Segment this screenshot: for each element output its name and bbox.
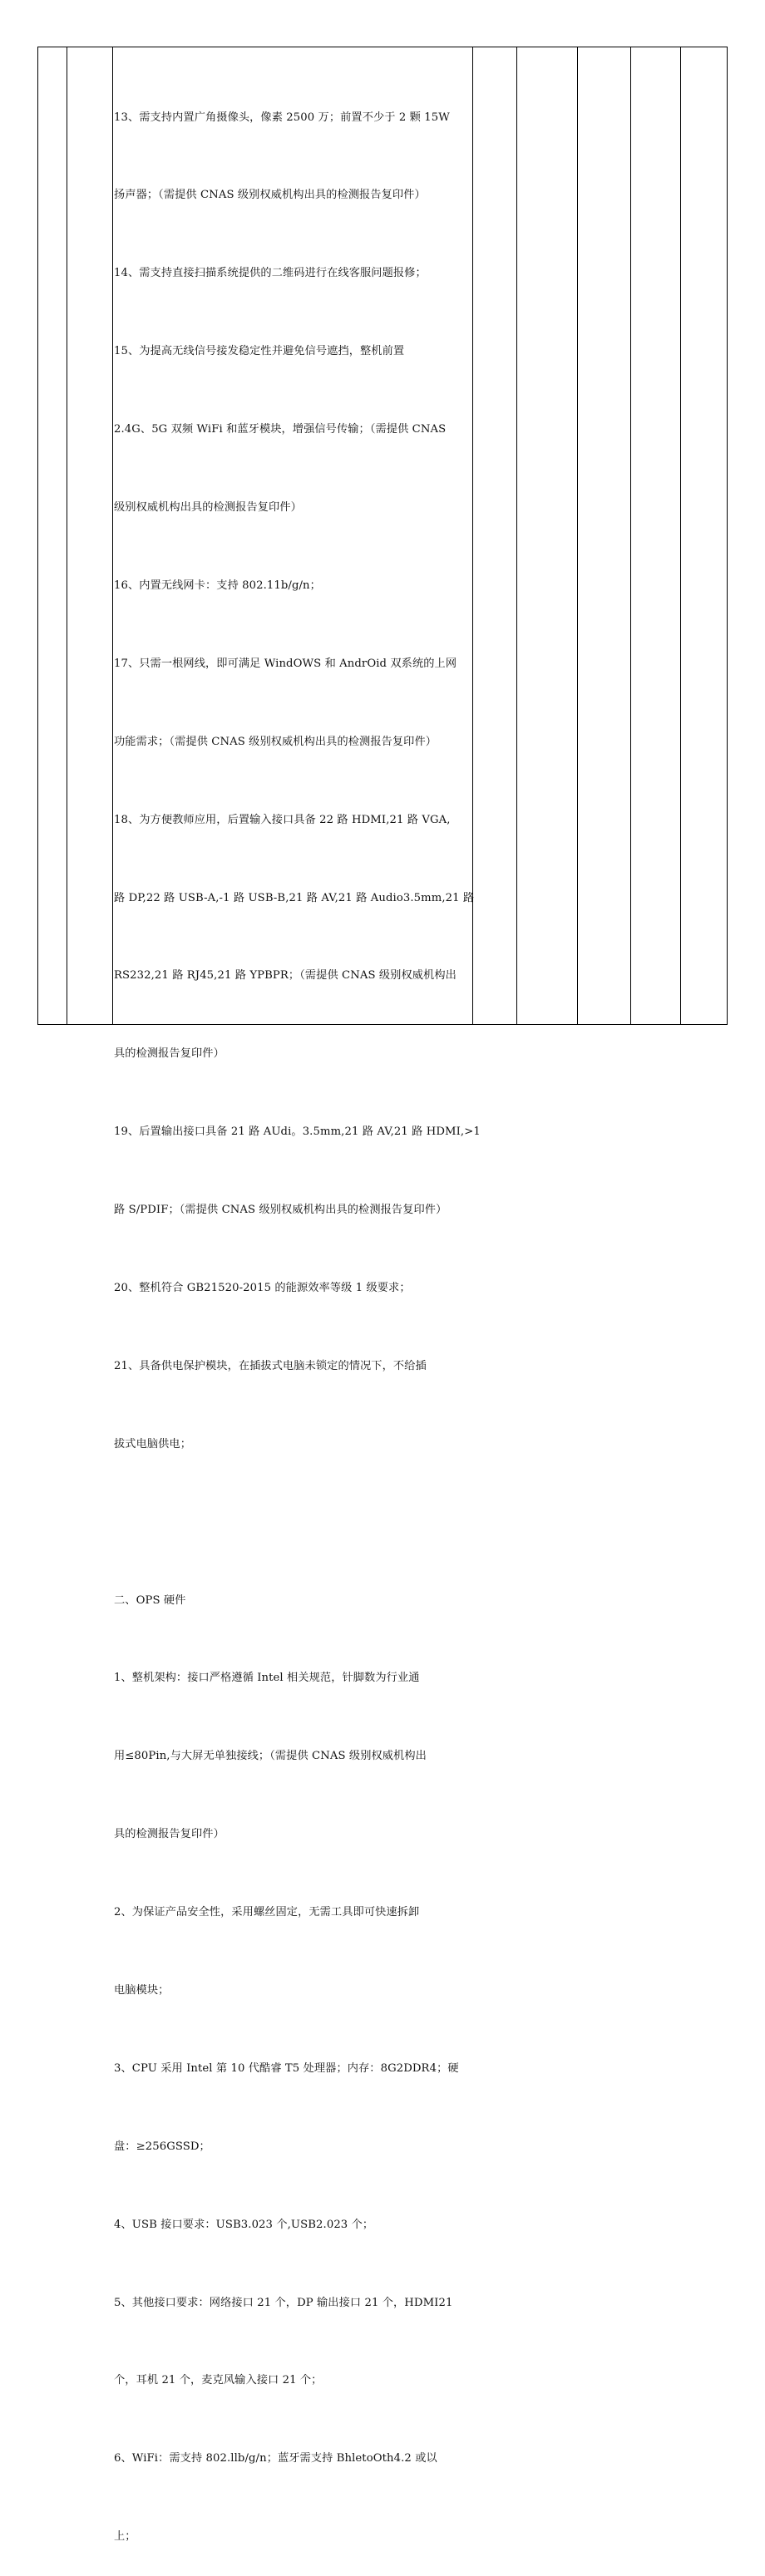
spec-line: 用≤80Pin,与大屏无单独接线；（需提供 CNAS 级别权威机构出	[114, 1750, 427, 1763]
spec-line: 盘：≥256GSSD；	[114, 2140, 210, 2153]
spec-line: 电脑模块；	[114, 1983, 170, 1997]
spec-line: 20、整机符合 GB21520-2015 的能源效率等级 1 级要求；	[114, 1281, 411, 1294]
specification-text	[114, 52, 481, 2576]
spec-line: RS232,21 路 RJ45,21 路 YPBPR；（需提供 CNAS 级别权威机构出	[114, 969, 457, 983]
spec-line: 14、需支持直接扫描系统提供的二维码进行在线客服问题报修；	[114, 267, 427, 280]
spec-line: 5、其他接口要求：网络接口 21 个，DP 输出接口 21 个，HDMI21	[114, 2296, 453, 2309]
spec-line: 6、WiFi：需支持 802.llb/g/n；蓝牙需支持 BhletoOth4.2 或以	[114, 2452, 437, 2465]
section-heading: 二、OPS 硬件	[114, 1593, 186, 1607]
spec-line: 16、内置无线网卡：支持 802.11b/g/n；	[114, 579, 321, 592]
spec-line: 扬声器；（需提供 CNAS 级别权威机构出具的检测报告复印件）	[114, 189, 426, 202]
spec-line: 个，耳机 21 个，麦克风输入接口 21 个；	[114, 2374, 323, 2387]
spec-line: 具的检测报告复印件）	[114, 1047, 225, 1061]
column-divider-6	[630, 47, 631, 1025]
spec-line: 路 S/PDIF；（需提供 CNAS 级别权威机构出具的检测报告复印件）	[114, 1204, 447, 1217]
spec-line: 15、为提高无线信号接发稳定性并避免信号遮挡，整机前置	[114, 345, 405, 358]
spec-line: 2.4G、5G 双频 WiFi 和蓝牙模块，增强信号传输；（需提供 CNAS	[114, 423, 447, 436]
spec-line: 上；	[114, 2530, 136, 2544]
spec-line: 13、需支持内置广角摄像头，像素 2500 万；前置不少于 2 颗 15W	[114, 111, 450, 124]
spec-line: 路 DP,22 路 USB-A,-1 路 USB-B,21 路 AV,21 路 Audio3.5mm,21 路	[114, 891, 475, 904]
spec-line: 19、后置输出接口具备 21 路 AUdi。3.5mm,21 路 AV,21 路 HDMI,>1	[114, 1125, 481, 1139]
spec-line: 1、整机架构：接口严格遵循 Intel 相关规范，针脚数为行业通	[114, 1672, 420, 1685]
column-divider-7	[680, 47, 681, 1025]
column-divider-5	[577, 47, 578, 1025]
spec-line: 2、为保证产品安全性，采用螺丝固定，无需工具即可快速拆卸	[114, 1906, 420, 1919]
blank-line	[114, 1510, 473, 1535]
spec-line: 4、USB 接口要求：USB3.023 个,USB2.023 个；	[114, 2218, 374, 2231]
column-divider-4	[516, 47, 517, 1025]
spec-line: 21、具备供电保护模块，在插拔式电脑未锁定的情况下，不给插	[114, 1359, 427, 1372]
spec-line: 级别权威机构出具的检测报告复印件）	[114, 501, 302, 515]
spec-line: 17、只需一根网线，即可满足 WindOWS 和 AndrOid 双系统的上网	[114, 657, 457, 670]
spec-line: 18、为方便教师应用，后置输入接口具备 22 路 HDMI,21 路 VGA,	[114, 813, 451, 826]
spec-line: 具的检测报告复印件）	[114, 1828, 225, 1841]
column-divider-2	[112, 47, 113, 1025]
spec-line: 3、CPU 采用 Intel 第 10 代酷睿 T5 处理器；内存：8G2DDR4；硬	[114, 2061, 459, 2075]
spec-line: 拔式电脑供电；	[114, 1437, 192, 1451]
spec-line: 功能需求；（需提供 CNAS 级别权威机构出具的检测报告复印件）	[114, 735, 437, 748]
